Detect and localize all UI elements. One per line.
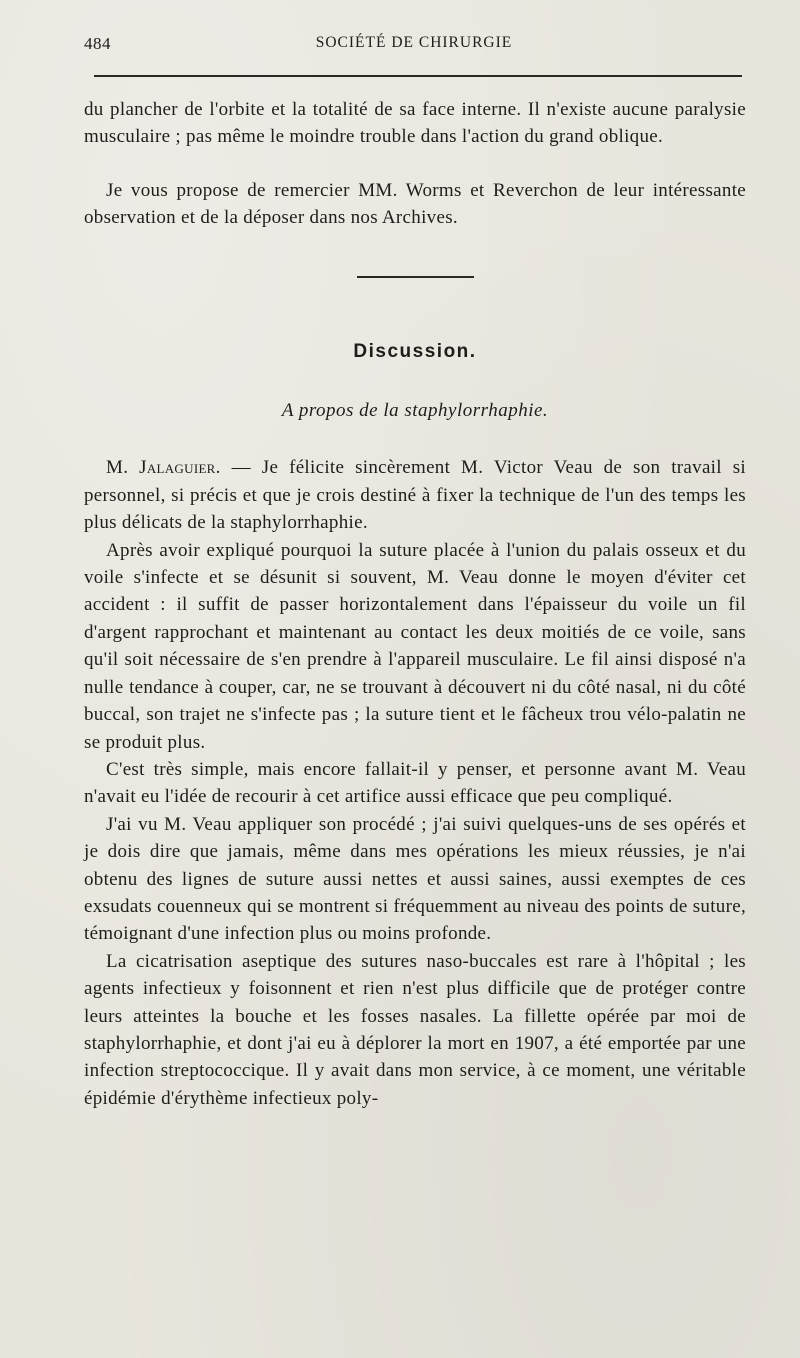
divider-rule [357,276,474,278]
paragraph-proposal: Je vous propose de remercier MM. Worms et Reverchon de leur intéressante observation et de la déposer dans nos Archives. [84,179,746,229]
subsection-title: A propos de la staphylorrhaphie. [281,400,549,422]
paragraph-technique: Après avoir expliqué pourquoi la suture placée à l'union du palais osseux et du voile s'infecte et se désunit si souvent, M. Veau donne le moyen d'éviter cet accident : il suffit de passer horizontalement dans l'épaisseur du voile un fil d'argent rapprochant et maintenant au contact les deux moitiés de ce voile, sans qu'il soit nécessaire de s'en prendre à l'appareil musculaire. Le fil ainsi disposé n'a nulle tendance à couper, car, ne se trouvant à découvert ni du côté nasal, ni du côté buccal, son trajet ne s'infecte pas ; la suture tient et le fâcheux trou vélo-palatin ne se produit plus. [84,539,746,753]
speaker-suffix: . — [215,457,262,479]
body-text [84,96,746,1112]
section-divider [84,232,746,294]
paragraph-speaker [84,454,746,536]
paragraph-simplicity: C'est très simple, mais encore fallait-il y penser, et personne avant M. Veau n'avait eu l'idée de recourir à cet artifice aussi efficace que peu compliqué. [84,758,746,808]
section-title: Discussion. [353,340,477,362]
speaker-text: Je félicite sincèrement M. Victor Veau de son travail si personnel, si précis et que je crois destiné à fixer la technique de l'un des temps les plus délicats de la staphylorrhaphie. [84,457,746,534]
paragraph-hospital: La cicatrisation aseptique des sutures naso-buccales est rare à l'hôpital ; les agents infectieux y foisonnent et rien n'est plus difficile que de protéger contre leurs atteintes la bouche et les fosses nasales. La fillette opérée par moi de staphylorrhaphie, et dont j'ai eu à déplorer la mort en 1907, a été emportée par une infection streptococcique. Il y avait dans mon service, à ce moment, une véritable épidémie d'érythème infectieux poly- [84,950,746,1109]
running-title: SOCIÉTÉ DE CHIRURGIE [315,34,513,51]
paragraph-observation: J'ai vu M. Veau appliquer son procédé ; j'ai suivi quelques-uns de ses opérés et je dois dire que jamais, même dans mes opérations les mieux réussies, je n'ai obtenu des lignes de suture aussi nettes et aussi saines, aussi exemptes de ces exsudats couenneux qui se montrent si fréquemment au niveau des points de suture, témoignant d'une infection plus ou moins profonde. [84,813,746,945]
running-head [84,34,744,58]
header-rule [94,75,742,77]
speaker-prefix: M. [106,457,140,479]
paragraph-continuation: du plancher de l'orbite et la totalité de sa face interne. Il n'existe aucune paralysie musculaire ; pas même le moindre trouble dans l'action du grand oblique. [84,99,746,148]
page-number: 484 [84,34,111,53]
speaker-name: Jalaguier [139,457,216,479]
